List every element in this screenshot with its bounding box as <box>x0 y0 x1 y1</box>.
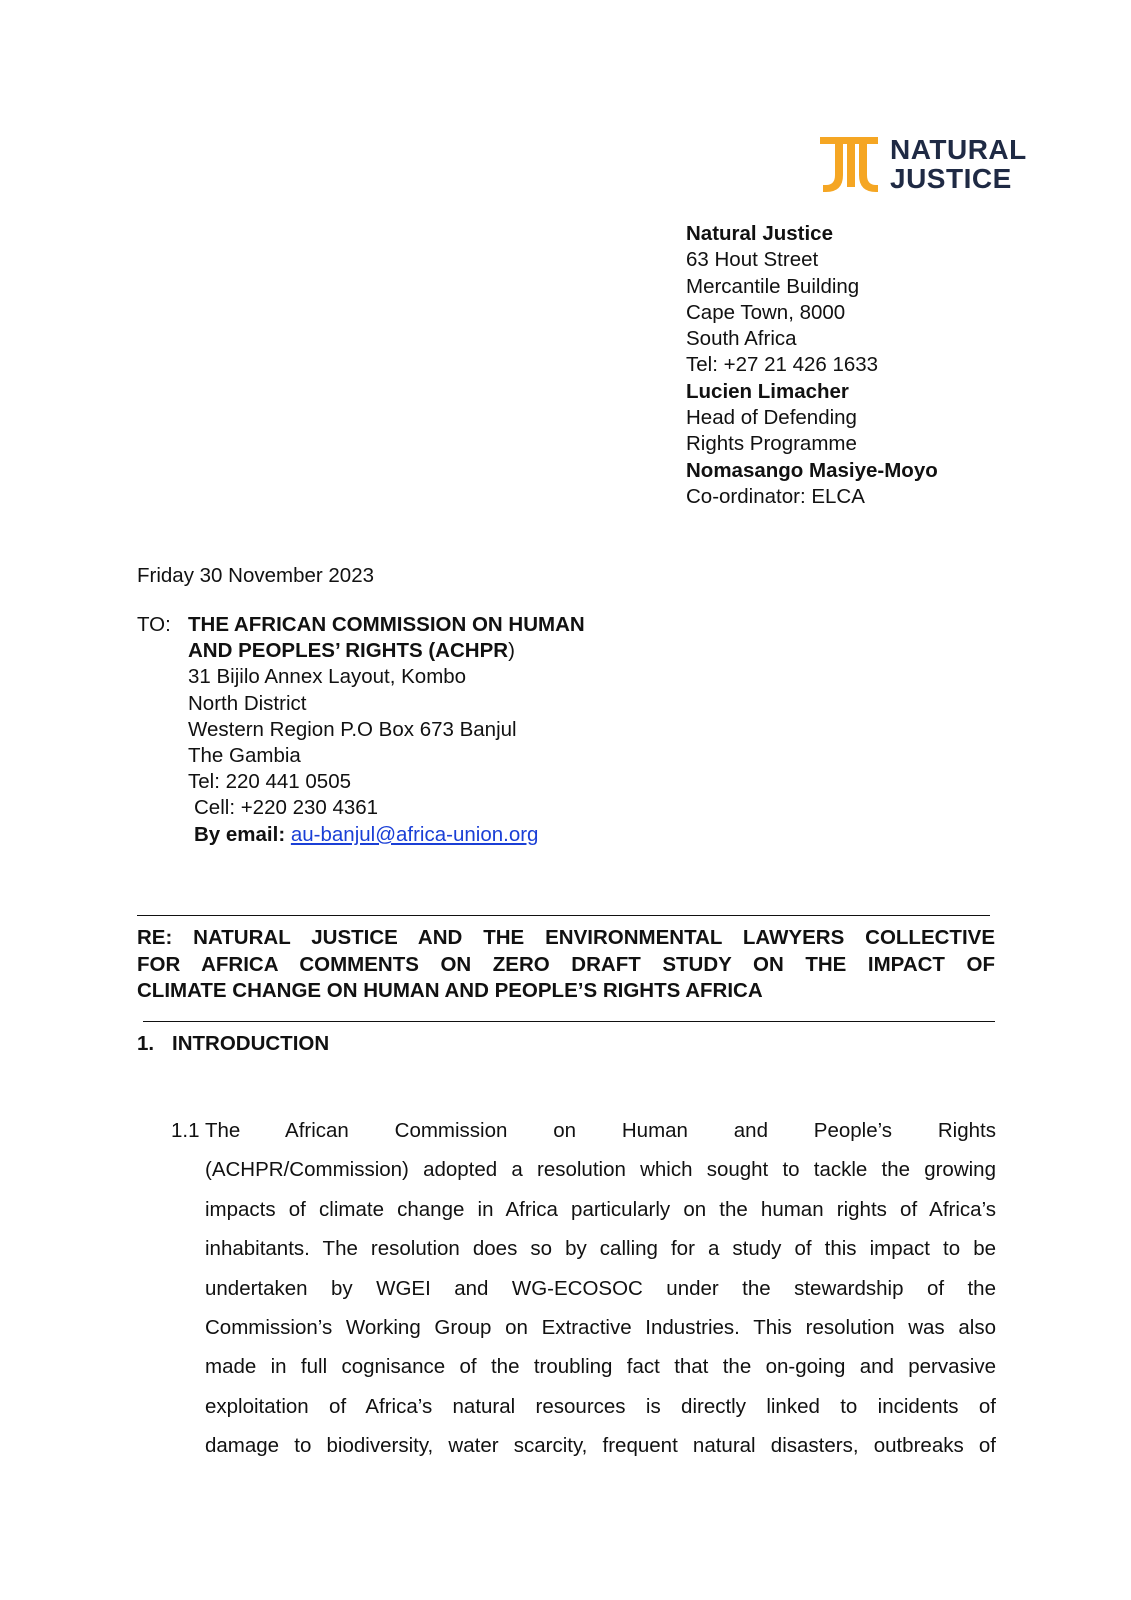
subject-line: CLIMATE CHANGE ON HUMAN AND PEOPLE’S RIGHTS AFRICA <box>137 979 763 1002</box>
paragraph-line: The African Commission on Human and People’s Rights <box>205 1119 996 1142</box>
subject-line: FOR AFRICA COMMENTS ON ZERO DRAFT STUDY ON THE IMPACT OF <box>137 952 995 976</box>
paragraph-line: Commission’s Working Group on Extractive Industries. This resolution was also <box>205 1316 996 1340</box>
recipient-tel: Tel: 220 441 0505 <box>188 770 351 794</box>
paragraph-line: made in full cognisance of the troubling fact that the on-going and pervasive <box>205 1355 996 1379</box>
recipient-address-line: Western Region P.O Box 673 Banjul <box>188 717 517 741</box>
recipient-cell: Cell: +220 230 4361 <box>194 796 379 820</box>
sender-tel: Tel: +27 21 426 1633 <box>686 353 879 377</box>
subject-heading <box>137 925 995 1005</box>
recipient-address-line: The Gambia <box>188 744 301 768</box>
contact-title: Co-ordinator: ELCA <box>686 484 865 508</box>
logo-line-2: JUSTICE <box>890 163 1012 194</box>
contact-title-line: Head of Defending <box>686 406 857 430</box>
paragraph-line: damage to biodiversity, water scarcity, frequent natural disasters, outbreaks of <box>205 1434 996 1458</box>
sender-address-block <box>686 221 938 510</box>
recipient-address-line: 31 Bijilo Annex Layout, Kombo <box>188 665 467 689</box>
section-heading <box>137 1031 329 1057</box>
paragraph-line: impacts of climate change in Africa particularly on the human rights of Africa’s <box>205 1197 996 1221</box>
recipient-email-line <box>188 822 585 848</box>
subject-line: RE: NATURAL JUSTICE AND THE ENVIRONMENTAL LAWYERS COLLECTIVE <box>137 926 995 949</box>
section-title: INTRODUCTION <box>172 1032 330 1055</box>
sender-address-line: 63 Hout Street <box>686 248 819 272</box>
sender-org: Natural Justice <box>686 222 833 245</box>
email-link[interactable]: au-banjul@africa-union.org <box>290 822 539 846</box>
email-label: By email: <box>194 822 286 846</box>
recipient-name-text: AND PEOPLES’ RIGHTS (ACHPR <box>188 639 509 663</box>
logo-line-1: NATURAL <box>890 134 1027 165</box>
recipient-address-line: North District <box>188 691 307 715</box>
paragraph-line: undertaken by WGEI and WG-ECOSOC under the stewardship of the <box>205 1276 996 1300</box>
to-label: TO: <box>137 613 171 636</box>
contact-title-line: Rights Programme <box>686 432 857 456</box>
paragraph-line: (ACHPR/Commission) adopted a resolution which sought to tackle the growing <box>205 1158 996 1182</box>
logo-wordmark <box>890 135 1027 193</box>
paragraph-number: 1.1 <box>171 1119 200 1142</box>
contact-name: Nomasango Masiye-Moyo <box>686 458 938 482</box>
section-number: 1. <box>137 1032 155 1055</box>
subject-top-rule <box>137 915 990 916</box>
subject-bottom-rule <box>143 1021 995 1022</box>
paragraph-line: exploitation of Africa’s natural resources is directly linked to incidents of <box>205 1394 996 1418</box>
natural-justice-logo <box>820 134 1027 197</box>
paragraph-line: inhabitants. The resolution does so by calling for a study of this impact to be <box>205 1237 996 1261</box>
letter-date: Friday 30 November 2023 <box>137 564 375 587</box>
paragraph-body <box>205 1111 996 1466</box>
sender-address-line: Cape Town, 8000 <box>686 300 846 324</box>
recipient-block <box>188 612 585 848</box>
recipient-name-line-2 <box>188 638 585 664</box>
contact-name: Lucien Limacher <box>686 379 849 403</box>
sender-address-line: Mercantile Building <box>686 274 860 298</box>
logo-mark-icon <box>820 137 878 193</box>
sender-address-line: South Africa <box>686 327 797 351</box>
recipient-name-tail: ) <box>508 639 515 663</box>
recipient-name-line: THE AFRICAN COMMISSION ON HUMAN <box>188 613 585 636</box>
